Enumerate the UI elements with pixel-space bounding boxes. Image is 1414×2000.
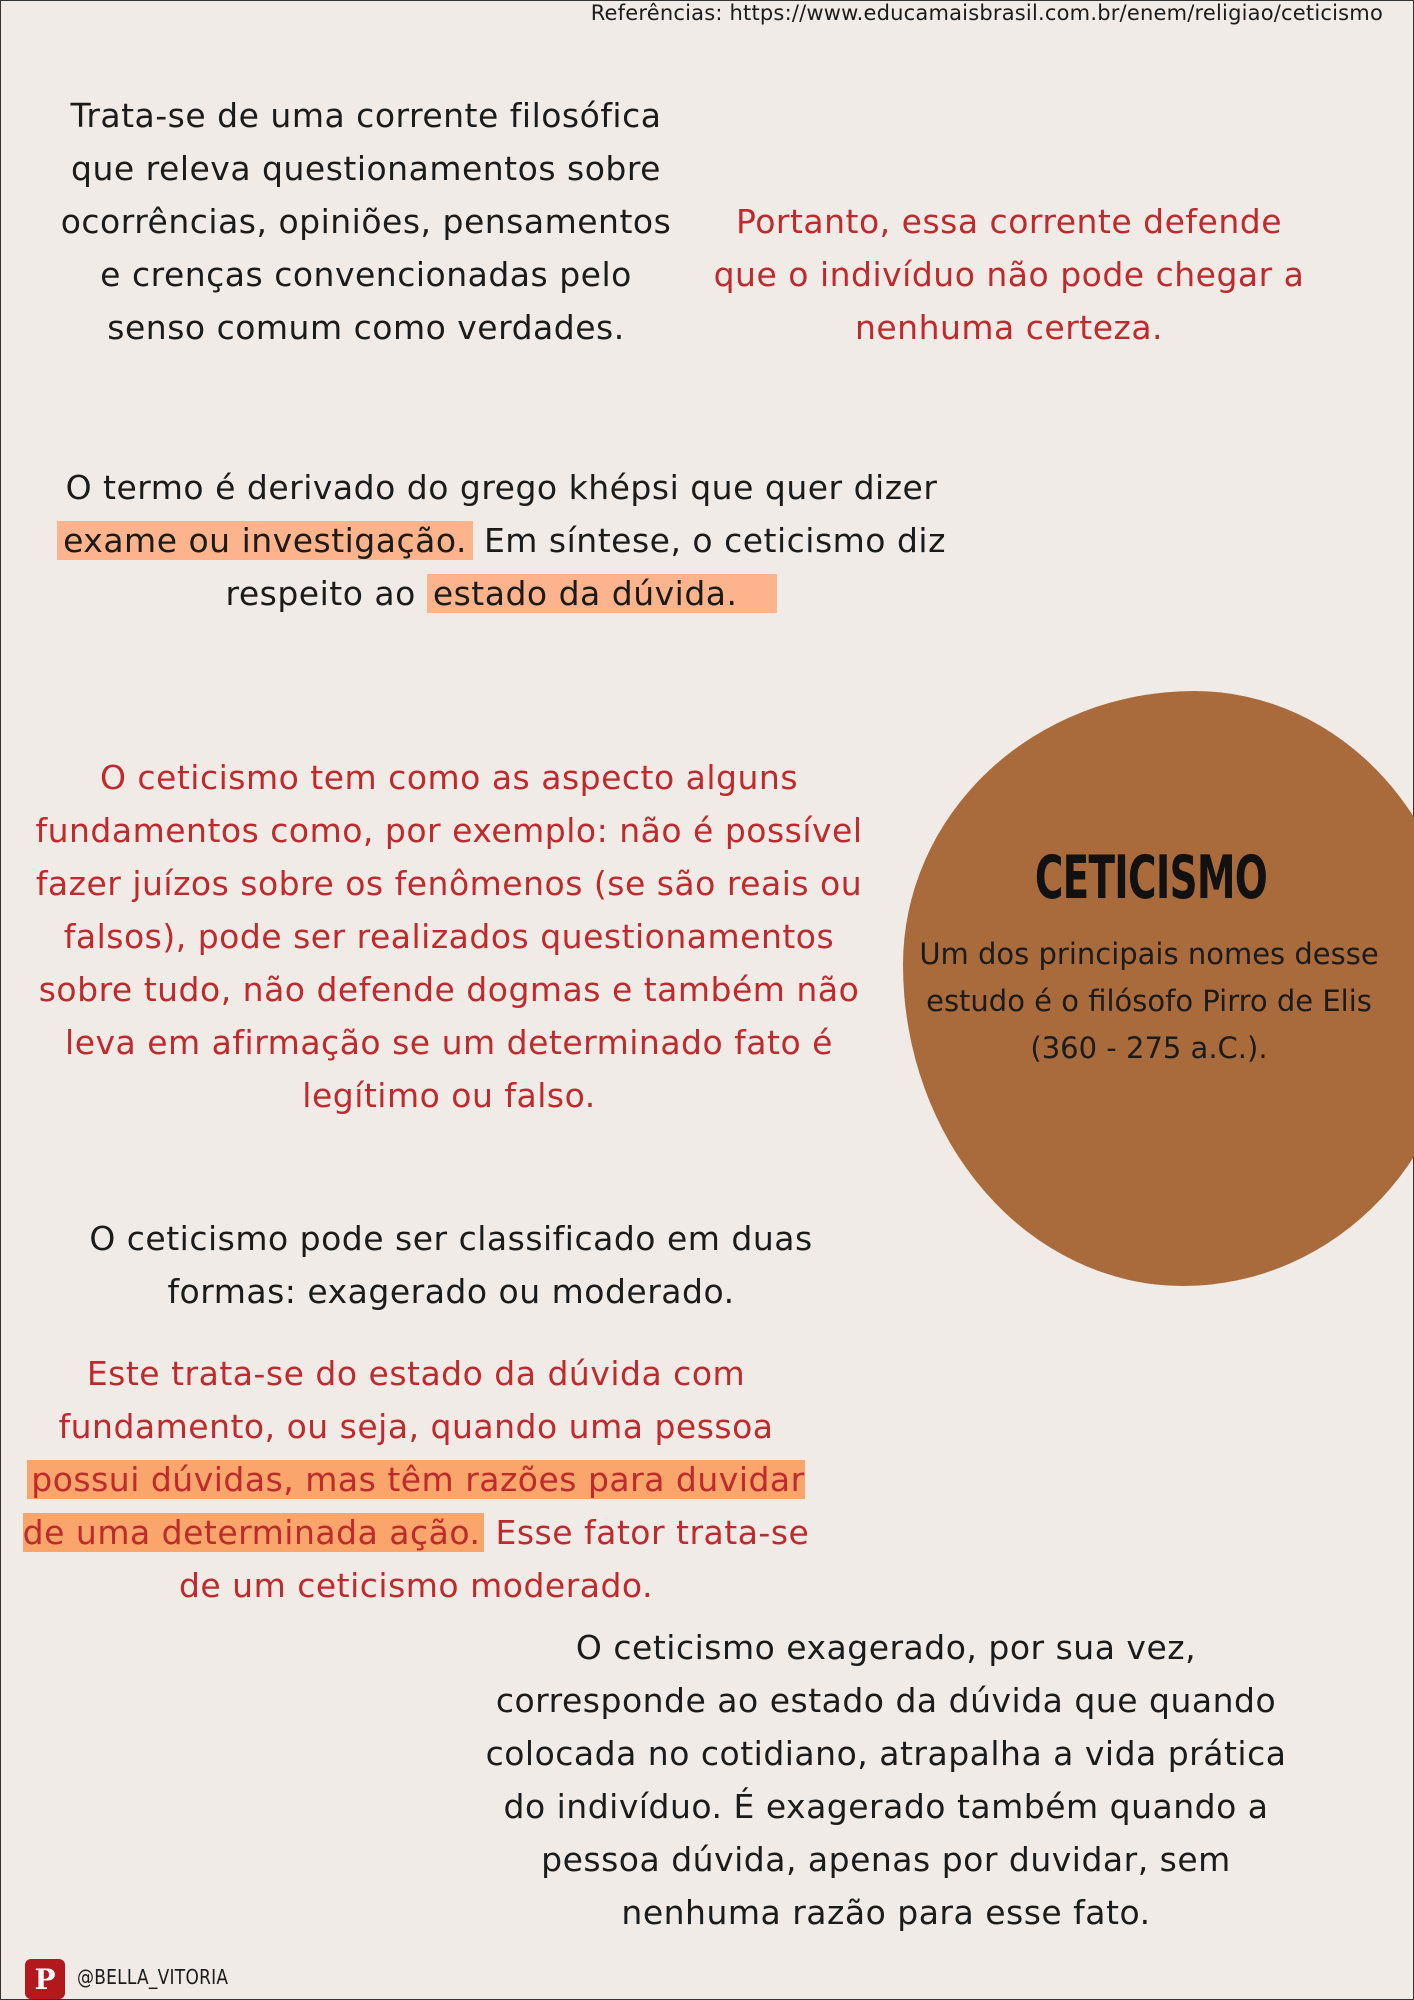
moderate-part1: Este trata-se do estado da dúvida com fundamento, ou seja, quando uma pessoa — [58, 1354, 774, 1446]
etymology-paragraph — [49, 461, 954, 620]
pinterest-icon[interactable] — [25, 1959, 65, 1999]
etymology-part2: Em síntese, o ceticismo diz respeito ao — [225, 521, 946, 613]
references-text: Referências: https://www.educamaisbrasil.com.br/enem/religiao/ceticismo — [590, 1, 1383, 25]
etymology-highlight-doubt: estado da dúvida. — [427, 574, 778, 613]
fundamentals-text: O ceticismo tem como as aspecto alguns fundamentos como, por exemplo: não é possível fazer juízos sobre os fenômenos (se são reais ou falsos), pode ser realizados questionamentos sobre tudo, não defende dogmas e também não leva em afirmação se um determinado fato é legítimo ou falso. — [35, 758, 863, 1115]
main-title: CETICISMO — [1034, 843, 1268, 913]
etymology-part1: O termo é derivado do grego khépsi que quer dizer — [65, 468, 938, 507]
moderate-paragraph — [11, 1347, 821, 1612]
fundamentals-paragraph — [29, 751, 869, 1122]
exaggerated-text: O ceticismo exagerado, por sua vez, corresponde ao estado da dúvida que quando colocada no cotidiano, atrapalha a vida prática do indivíduo. É exagerado também quando a pessoa dúvida, apenas por duvidar, sem nenhuma razão para esse fato. — [485, 1628, 1287, 1932]
author-handle[interactable]: @BELLA_VITORIA — [77, 1965, 229, 1989]
exaggerated-paragraph — [471, 1621, 1301, 1939]
moderate-highlight: possui dúvidas, mas têm razões para duvidar de uma determinada ação. — [22, 1460, 805, 1552]
classification-text: O ceticismo pode ser classificado em duas formas: exagerado ou moderado. — [89, 1219, 813, 1311]
conclusion-text: Portanto, essa corrente defende que o indivíduo não pode chegar a nenhuma certeza. — [713, 202, 1305, 347]
moderate-part2: Esse fator trata-se de um ceticismo moderado. — [178, 1513, 810, 1605]
classification-paragraph — [61, 1212, 841, 1318]
intro-text: Trata-se de uma corrente filosófica que releva questionamentos sobre ocorrências, opiniões, pensamentos e crenças convencionadas pelo senso comum como verdades. — [60, 96, 672, 347]
intro-paragraph — [46, 89, 686, 354]
circle-text: Um dos principais nomes desse estudo é o filósofo Pirro de Elis (360 - 275 a.C.). — [919, 937, 1379, 1065]
conclusion-paragraph — [699, 195, 1319, 354]
pinterest-glyph: P — [34, 1962, 56, 1996]
etymology-highlight-exam: exame ou investigação. — [57, 521, 473, 560]
